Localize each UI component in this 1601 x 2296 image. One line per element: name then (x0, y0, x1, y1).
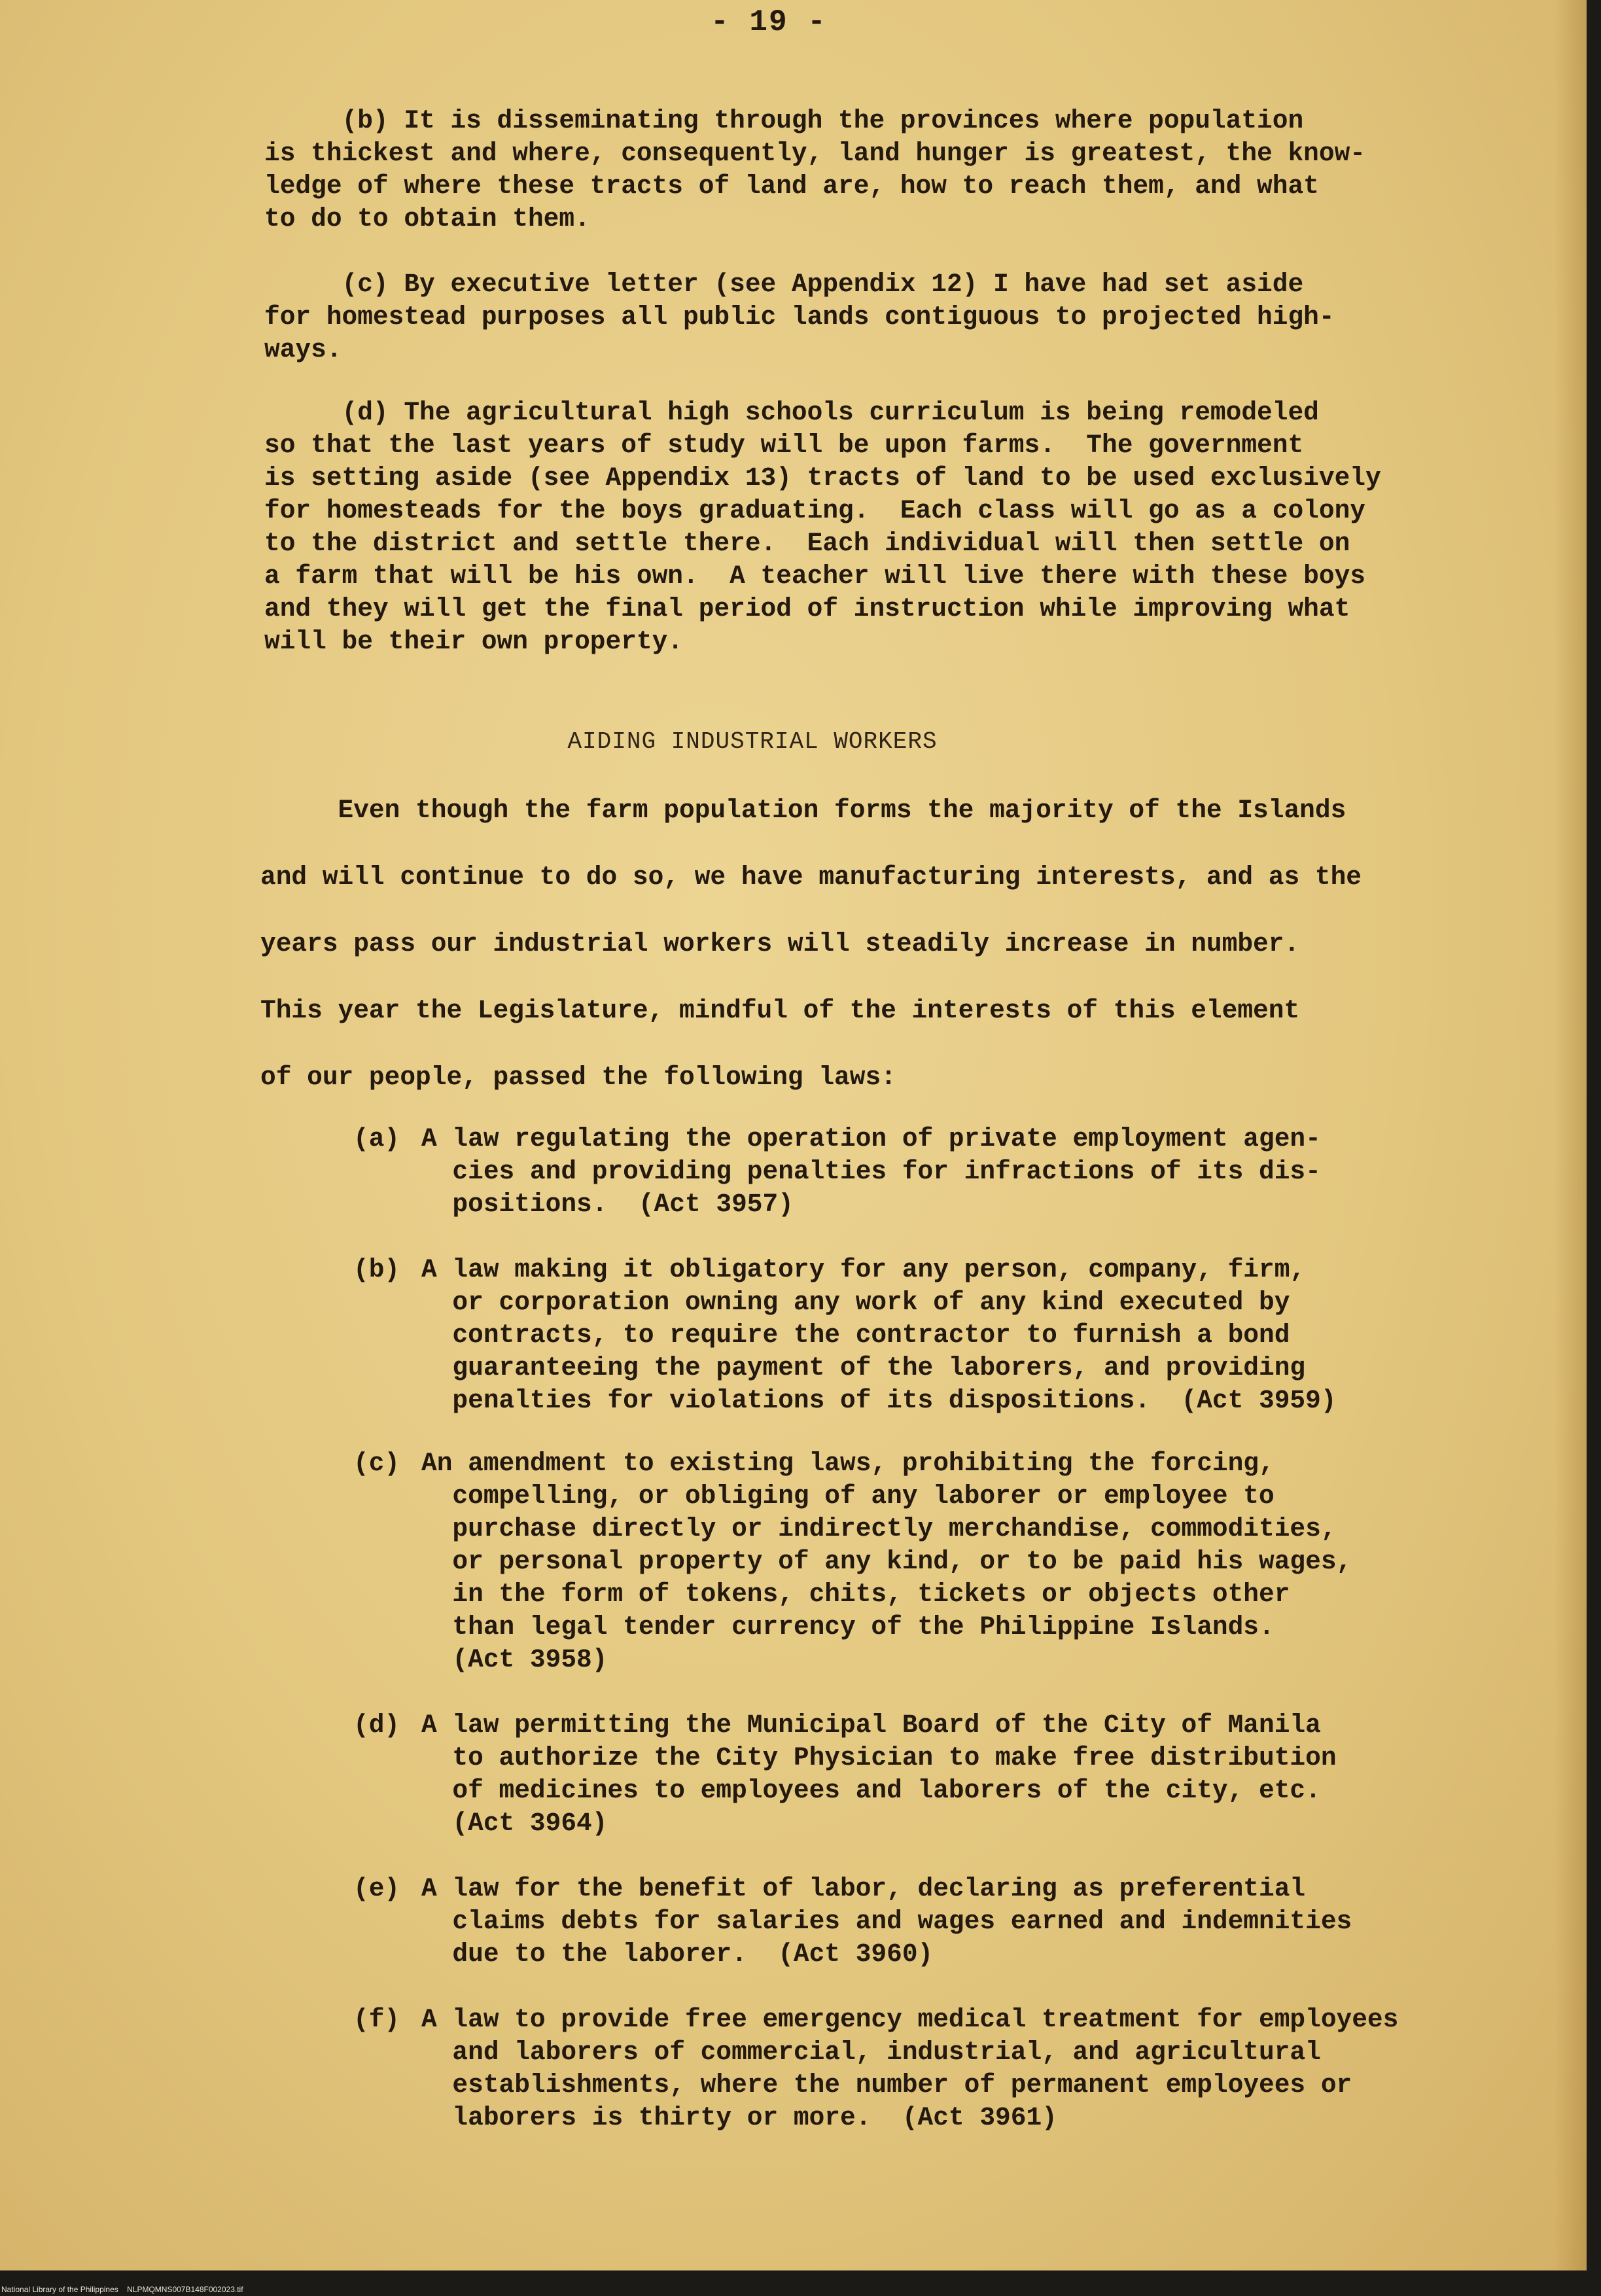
law-text: A law making it obligatory for any person, company, firm, or corporation owning any work of any kind executed by contracts, to require the contractor to furnish a bond guaranteeing the payment of the laborers, and providing penalties for violations of its dispositions. (Act 3959) (421, 1255, 1337, 1415)
law-text: A law regulating the operation of private employment agen- cies and providing penalties for infractions of its dis- positions. (Act 3957) (421, 1124, 1321, 1219)
law-item-b (353, 1254, 1557, 1417)
section-heading: AIDING INDUSTRIAL WORKERS (567, 728, 938, 755)
archive-footer: National Library of the Philippines NLPMQMNS007B148F002023.tif (1, 2285, 243, 2294)
page-number: - 19 - (711, 5, 827, 39)
law-text: A law permitting the Municipal Board of the City of Manila to authorize the City Physician to make free distribution of medicines to employees and laborers of the city, etc. (Act 3964) (421, 1710, 1337, 1838)
law-label: (a) (353, 1124, 400, 1154)
paragraph-c: (c) By executive letter (see Appendix 12) I have had set aside for homestead purposes all public lands contiguous to projected high- ways. (264, 270, 1335, 364)
intro-paragraph: Even though the farm population forms the majority of the Islands and will continue to do so, we have manufacturing interests, and as the years pass our industrial workers will steadily increase in number. This year the Legislature, mindful of the interests of this element of our people, passed the following laws: (260, 796, 1362, 1092)
law-label: (e) (353, 1874, 400, 1903)
law-item-f (353, 2004, 1557, 2134)
law-item-a (353, 1123, 1557, 1221)
law-label: (b) (353, 1255, 400, 1284)
law-text: A law to provide free emergency medical treatment for employees and laborers of commercial, industrial, and agricultural establishments, where the number of permanent employees or laborers is thirty or more. (Act 3961) (421, 2005, 1399, 2132)
law-text: A law for the benefit of labor, declaring as preferential claims debts for salaries and wages earned and indemnities due to the laborer. (Act 3960) (421, 1874, 1352, 1969)
law-label: (c) (353, 1449, 400, 1478)
paragraph-d: (d) The agricultural high schools curriculum is being remodeled so that the last years of study will be upon farms. The government is setting aside (see Appendix 13) tracts of land to be used exclusively for homesteads for the boys graduating. Each class will go as a colony to the district and settle there. Each individual will then settle on a farm that will be his own. A teacher will live there with these boys and they will get the final period of instruction while improving what will be their own property. (264, 398, 1381, 656)
law-label: (d) (353, 1710, 400, 1740)
law-label: (f) (353, 2005, 400, 2034)
law-item-e (353, 1873, 1557, 1971)
law-item-c (353, 1447, 1557, 1676)
law-item-d (353, 1709, 1557, 1840)
paragraph-b: (b) It is disseminating through the provinces where population is thickest and where, consequently, land hunger is greatest, the know- ledge of where these tracts of land are, how to reach them, and what to do to obtain them. (264, 106, 1365, 234)
law-text: An amendment to existing laws, prohibiting the forcing, compelling, or obliging of any laborer or employee to purchase directly or indirectly merchandise, commodities, or personal property of any kind, or to be paid his wages, in the form of tokens, chits, tickets or objects other than legal tender currency of the Philippine Islands. (Act 3958) (421, 1449, 1352, 1674)
